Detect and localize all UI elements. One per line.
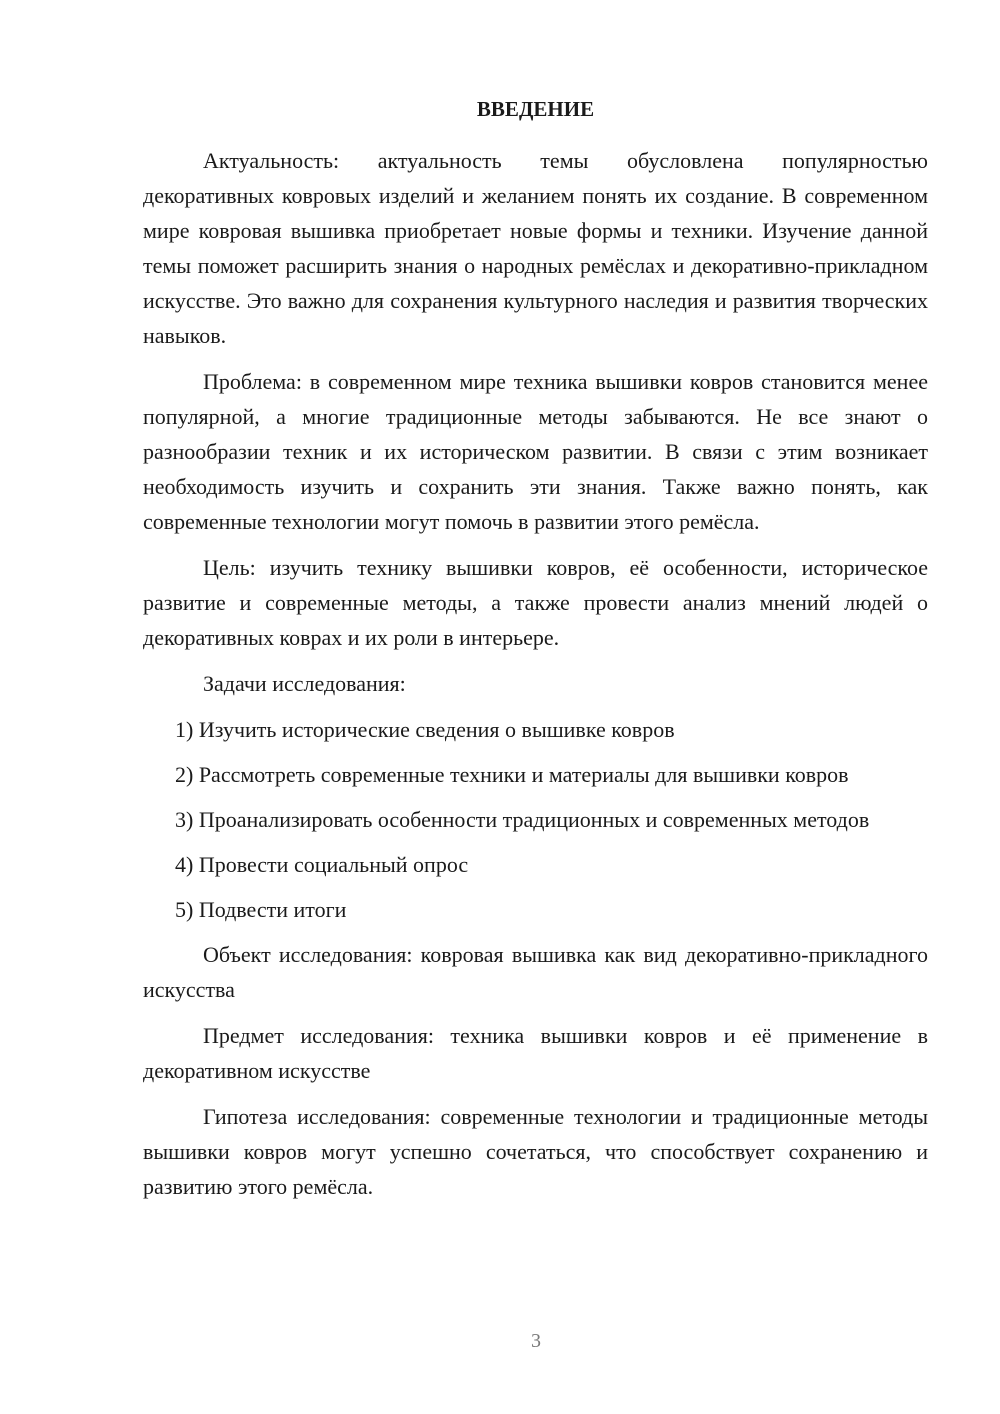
paragraph-hypothesis: Гипотеза исследования: современные технологии и традиционные методы вышивки ковров могут успешно сочетаться, что способствует сохранению и развитию этого ремёсла. [143, 1104, 928, 1199]
task-item: 4) Провести социальный опрос [175, 852, 469, 877]
paragraph-relevance: Актуальность: актуальность темы обусловлена популярностью декоративных ковровых изделий и желанием понять их создание. В современном мире ковровая вышивка приобретает новые формы и техники. Изучение данной темы поможет расширить знания о народных ремёслах и декоративно-прикладном искусстве. Это важно для сохранения культурного наследия и развития творческих навыков. [143, 148, 928, 348]
paragraph-problem: Проблема: в современном мире техника вышивки ковров становится менее популярной, а многие традиционные методы забываются. Не все знают о разнообразии техник и их историческом развитии. В связи с этим возникает необходимость изучить и сохранить эти знания. Также важно понять, как современные технологии могут помочь в развитии этого ремёсла. [143, 369, 928, 534]
tasks-heading: Задачи исследования: [203, 671, 406, 696]
task-item: 5) Подвести итоги [175, 897, 347, 922]
paragraph-object: Объект исследования: ковровая вышивка как вид декоративно-прикладного искусства [143, 942, 928, 1002]
page-title: ВВЕДЕНИЕ [476, 97, 595, 121]
task-item: 3) Проанализировать особенности традиционных и современных методов [175, 807, 870, 832]
task-list [143, 712, 928, 927]
task-item: 1) Изучить исторические сведения о вышивке ковров [175, 717, 675, 742]
page-number: 3 [531, 1330, 541, 1352]
task-item: 2) Рассмотреть современные техники и материалы для вышивки ковров [175, 762, 849, 787]
paragraph-goal: Цель: изучить технику вышивки ковров, её особенности, историческое развитие и современные методы, а также провести анализ мнений людей о декоративных коврах и их роли в интерьере. [143, 555, 928, 650]
document-page [143, 92, 928, 1215]
paragraph-subject: Предмет исследования: техника вышивки ковров и её применение в декоративном искусстве [143, 1023, 928, 1083]
